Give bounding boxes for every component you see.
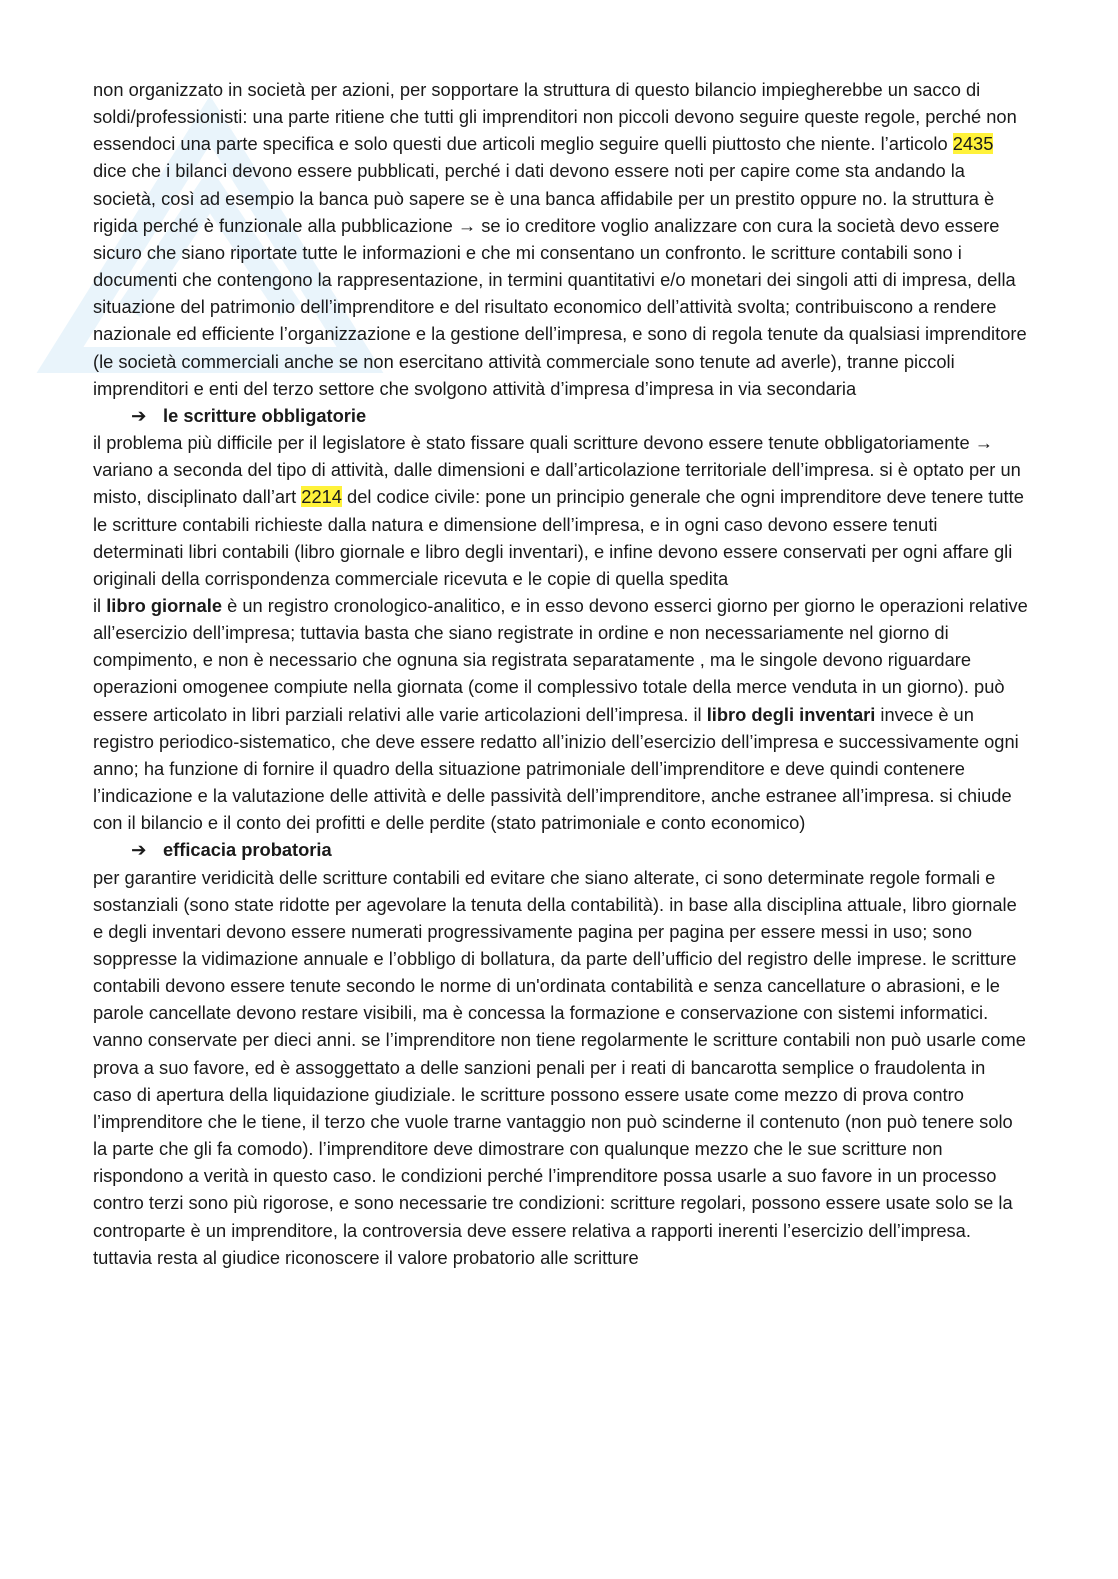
paragraph-scritture-obbligatorie: il problema più difficile per il legislatore è stato fissare quali scritture devono essere tenute obbligatoriamente → variano a seconda del tipo di attività, dalle dimensioni e dall’articolazione territoriale dell’impresa. si è optato per un misto, disciplinato dall’art 2214 del codice civile: pone un principio generale che ogni imprenditore deve tenere tutte le scritture contabili richieste dalla natura e dimensione dell’impresa, e in ogni caso devono essere tenuti determinati libri contabili (libro giornale e libro degli inventari), e infine devono essere conservati per ogni affare gli originali della corrispondenza commerciale ricevuta e le copie di quella spedita: [93, 432, 1024, 589]
paragraph-libro-giornale: il libro giornale è un registro cronologico-analitico, e in esso devono esserci giorno per giorno le operazioni relative all’esercizio dell’impresa; tuttavia basta che siano registrate in ordine e non necessariamente nel giorno di compimento, e non è necessario che ognuna sia registrata separatamente , ma le singole devono riguardare operazioni omogenee compiute nella giornata (come il complessivo totale della merce venduta in un giorno). può essere articolato in libri parziali relativi alle varie articolazioni dell’impresa. il libro degli inventari invece è un registro periodico-sistematico, che deve essere redatto all’inizio dell’esercizio dell’impresa e successivamente ogni anno; ha funzione di fornire il quadro della situazione patrimoniale dell’imprenditore e deve quindi contenere l’indicazione e la valutazione delle attività e delle passività dell’imprenditore, anche estranee all’impresa. si chiude con il bilancio e il conto dei profitti e delle perdite (stato patrimoniale e conto economico): [93, 594, 1028, 834]
arrow-bullet-icon: ➔: [131, 404, 147, 426]
term-libro-inventari: libro degli inventari: [706, 703, 876, 725]
paragraph-bilanci: non organizzato in società per azioni, per sopportare la struttura di questo bilancio impiegherebbe un sacco di soldi/professionisti: una parte ritiene che tutti gli imprenditori non piccoli devono seguire queste regole, perché non essendoci una parte specifica e solo questi due articoli meglio seguire quelli piuttosto che niente. l’articolo 2435 dice che i bilanci devono essere pubblicati, perché i dati devono essere noti per capire come sta andando la società, così ad esempio la banca può sapere se è una banca affidabile per un prestito oppure no. la struttura è rigida perché è funzionale alla pubblicazione → se io creditore voglio analizzare con cura la società devo essere sicuro che siano riportate tutte le informazioni e che mi consentano un confronto. le scritture contabili sono i documenti che contengono la rappresentazione, in termini quantitativi e/o monetari dei singoli atti di impresa, della situazione del patrimonio dell’imprenditore e del risultato economico dell’attività svolta; contribuiscono a rendere nazionale ed efficiente l’organizzazione e la gestione dell’impresa, e sono di regola tenute da qualsiasi imprenditore (le società commerciali anche se non esercitano attività commerciale sono tenute ad averle), tranne piccoli imprenditori e enti del terzo settore che svolgono attività d’impresa d’impresa in via secondaria: [93, 79, 1027, 399]
highlight-article-2435: 2435: [952, 133, 994, 155]
heading-efficacia-probatoria: ➔ efficacia probatoria: [93, 836, 1028, 863]
term-libro-giornale: libro giornale: [106, 594, 222, 616]
document-page: [93, 76, 1028, 1271]
arrow-bullet-icon: ➔: [131, 839, 147, 861]
heading-scritture-obbligatorie: ➔ le scritture obbligatorie: [93, 402, 1028, 429]
highlight-article-2214: 2214: [301, 486, 342, 508]
paragraph-efficacia-probatoria: per garantire veridicità delle scritture contabili ed evitare che siano alterate, ci sono determinate regole formali e sostanziali (sono state ridotte per agevolare la tenuta della contabilità). in base alla disciplina attuale, libro giornale e degli inventari devono essere numerati progressivamente pagina per pagina per essere messi in uso; sono soppresse la vidimazione annuale e l’obbligo di bollatura, da parte dell’ufficio del registro delle imprese. le scritture contabili devono essere tenute secondo le norme di un'ordinata contabilità e senza cancellature o abrasioni, e le parole cancellate devono restare visibili, ma è concessa la formazione e conservazione con sistemi informatici. vanno conservate per dieci anni. se l’imprenditore non tiene regolarmente le scritture contabili non può usarle come prova a suo favore, ed è assoggettato a delle sanzioni penali per i reati di bancarotta semplice o fraudolenta in caso di apertura della liquidazione giudiziale. le scritture possono essere usate come mezzo di prova contro l’imprenditore che le tiene, il terzo che vuole trarne vantaggio non può scinderne il contenuto (non può tenere solo la parte che gli fa comodo). l’imprenditore deve dimostrare con qualunque mezzo che le sue scritture non rispondono a verità in questo caso. le condizioni perché l’imprenditore possa usarle a suo favore in un processo contro terzi sono più rigorose, e sono necessarie tre condizioni: scritture regolari, possono essere usate solo se la controparte è un imprenditore, la controversia deve essere relativa a rapporti inerenti l’esercizio dell’impresa. tuttavia resta al giudice riconoscere il valore probatorio alle scritture: [93, 866, 1026, 1268]
